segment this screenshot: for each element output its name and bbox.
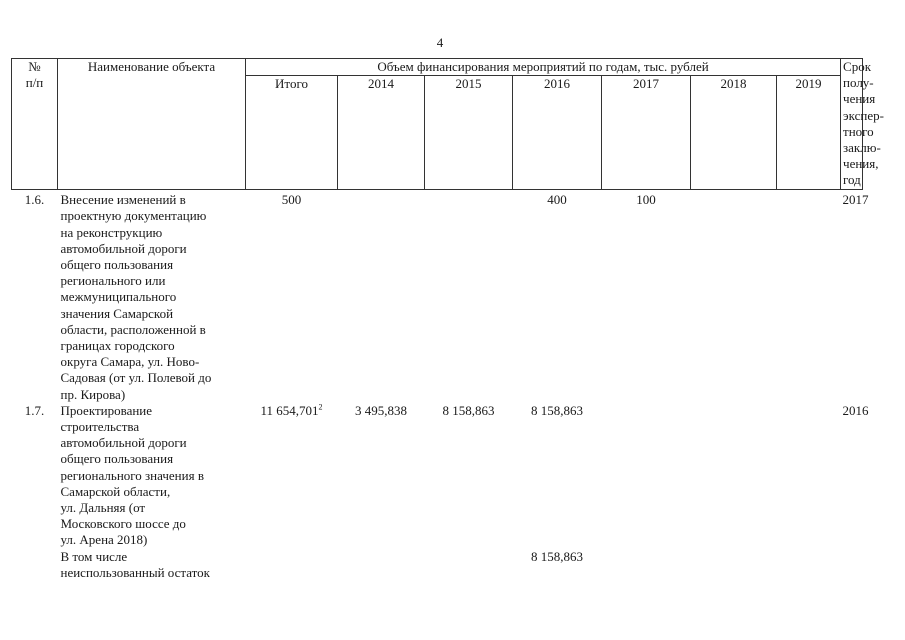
financing-table: [11, 58, 884, 581]
name-line: автомобильной дороги: [60, 240, 187, 256]
row-2017: 100: [636, 192, 656, 208]
row-num: [12, 549, 58, 581]
row-num: 1.7.: [24, 402, 45, 418]
name-line: регионального или: [60, 273, 166, 289]
header-year-2019: 2019: [777, 76, 841, 190]
name-line: Самарской области,: [60, 483, 171, 499]
row-2014: [338, 190, 425, 403]
header-year-2014: 2014: [338, 76, 425, 190]
header-financing: Объем финансирования мероприятий по годам, тыс. рублей: [246, 59, 841, 76]
row-2017: [602, 403, 691, 549]
row-2018: [691, 403, 777, 549]
row-2016: 8 158,863: [531, 402, 583, 418]
name-line: В том числе: [60, 548, 128, 564]
row-name: [58, 190, 246, 403]
header-year-2017: 2017: [602, 76, 691, 190]
row-name: [58, 549, 246, 581]
name-line: значения Самарской: [60, 305, 174, 321]
row-deadline: 2017: [842, 192, 869, 208]
table-row: [12, 403, 863, 549]
name-line: пр. Кирова): [60, 386, 126, 402]
name-line: округа Самара, ул. Ново-: [60, 354, 200, 370]
name-line: на реконструкцию: [60, 224, 163, 240]
total-value: 11 654,701: [260, 402, 319, 418]
table-header: [12, 59, 884, 190]
row-2014: [338, 549, 425, 581]
row-name: [58, 403, 246, 549]
footnote-marker: 2: [318, 402, 323, 412]
row-deadline: [841, 549, 863, 581]
header-deadline-line: год: [843, 172, 861, 188]
name-line: неиспользованный остаток: [60, 564, 210, 580]
header-deadline-line: Срок: [843, 59, 872, 74]
name-line: Садовая (от ул. Полевой до: [60, 370, 212, 386]
name-line: Московского шоссе до: [60, 516, 186, 532]
header-deadline-line: полу-: [843, 75, 874, 91]
row-2016: 8 158,863: [531, 548, 583, 564]
header-num-line: №: [28, 59, 41, 74]
header-deadline-line: заклю-: [843, 140, 881, 156]
row-2014: 3 495,838: [355, 402, 407, 418]
row-2019: [777, 403, 841, 549]
header-deadline: [841, 59, 884, 190]
row-2019: [777, 190, 841, 403]
row-2015: 8 158,863: [442, 402, 495, 418]
header-year-2018: 2018: [691, 76, 777, 190]
name-line: общего пользования: [60, 257, 174, 273]
row-2019: [777, 549, 841, 581]
table-row: [12, 190, 863, 403]
header-total: Итого: [246, 76, 338, 190]
header-deadline-line: тного: [843, 123, 874, 139]
header-year-2016: 2016: [513, 76, 602, 190]
name-line: регионального значения в: [60, 467, 204, 483]
name-line: общего пользования: [60, 451, 174, 467]
name-line: строительства: [60, 419, 140, 435]
row-total: [246, 549, 338, 581]
header-deadline-line: чения: [843, 91, 876, 107]
name-line: межмуниципального: [60, 289, 177, 305]
name-line: Внесение изменений в: [60, 192, 186, 208]
name-line: ул. Дальняя (от: [60, 500, 146, 516]
name-line: автомобильной дороги: [60, 435, 187, 451]
header-deadline-line: экспер-: [843, 107, 884, 123]
header-deadline-line: чения,: [843, 156, 879, 172]
header-num: [12, 59, 58, 190]
row-2015: [425, 549, 513, 581]
row-total: [246, 403, 338, 549]
row-2018: [691, 190, 777, 403]
table-body: [12, 190, 869, 581]
header-num-line: п/п: [25, 75, 44, 91]
row-2015: [425, 190, 513, 403]
total-value: 500: [281, 192, 302, 208]
row-2016: 400: [547, 192, 567, 208]
name-line: ул. Арена 2018): [60, 532, 148, 548]
row-2017: [602, 549, 691, 581]
name-line: проектную документацию: [60, 208, 207, 224]
name-line: Проектирование: [60, 402, 153, 418]
name-line: границах городского: [60, 338, 175, 354]
row-2018: [691, 549, 777, 581]
row-num: 1.6.: [24, 192, 45, 208]
header-year-2015: 2015: [425, 76, 513, 190]
page-number: 4: [436, 35, 444, 50]
name-line: области, расположенной в: [60, 321, 206, 337]
row-total: [246, 190, 338, 403]
table-row: [12, 549, 863, 581]
row-deadline: 2016: [842, 402, 869, 418]
header-name: Наименование объекта: [58, 59, 246, 190]
